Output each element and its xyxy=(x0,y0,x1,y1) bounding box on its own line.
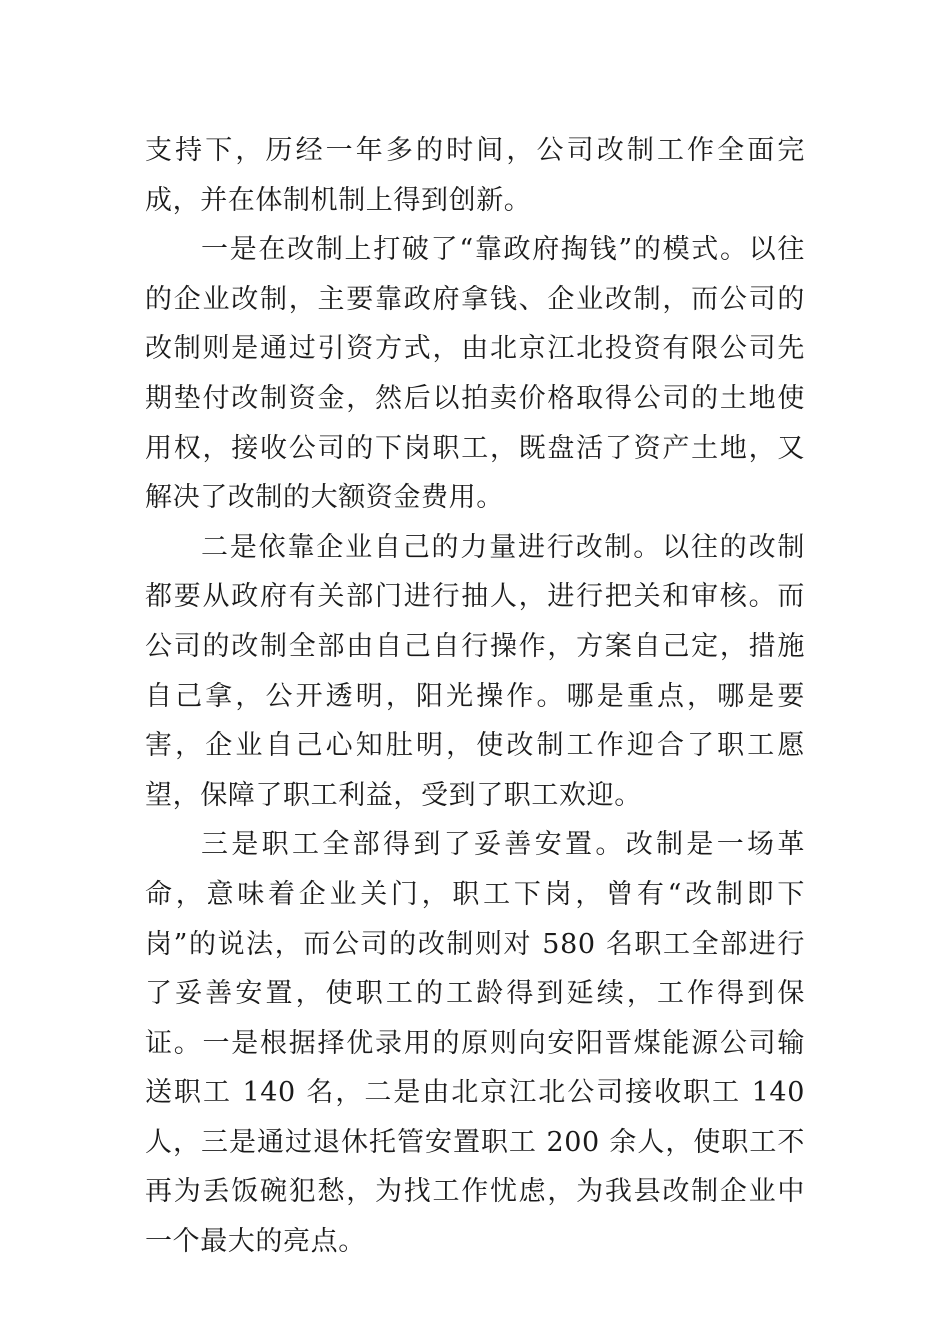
paragraph-point-one: 一是在改制上打破了“靠政府掏钱”的模式。以往的企业改制，主要靠政府拿钱、企业改制，而公司的改制则是通过引资方式，由北京江北投资有限公司先期垫付改制资金，然后以拍卖价格取得公司的土地使用权，接收公司的下岗职工，既盘活了资产土地，又解决了改制的大额资金费用。 xyxy=(145,234,805,514)
paragraph-point-three: 三是职工全部得到了妥善安置。改制是一场革命，意味着企业关门，职工下岗，曾有“改制即下岗”的说法，而公司的改制则对 580 名职工全部进行了妥善安置，使职工的工龄得到延续，工作得到保证。一是根据择优录用的原则向安阳晋煤能源公司输送职工 140 名，二是由北京江北公司接收职工 140 人，三是通过退休托管安置职工 200 余人，使职工不再为丢饭碗犯愁，为找工作忧虑，为我县改制企业中一个最大的亮点。 xyxy=(145,829,805,1258)
document-body xyxy=(145,126,805,1267)
paragraph-intro-continuation: 支持下，历经一年多的时间，公司改制工作全面完成，并在体制机制上得到创新。 xyxy=(145,135,805,216)
paragraph-point-two: 二是依靠企业自己的力量进行改制。以往的改制都要从政府有关部门进行抽人，进行把关和审核。而公司的改制全部由自己自行操作，方案自己定，措施自己拿，公开透明，阳光操作。哪是重点，哪是要害，企业自己心知肚明，使改制工作迎合了职工愿望，保障了职工利益，受到了职工欢迎。 xyxy=(145,531,805,811)
